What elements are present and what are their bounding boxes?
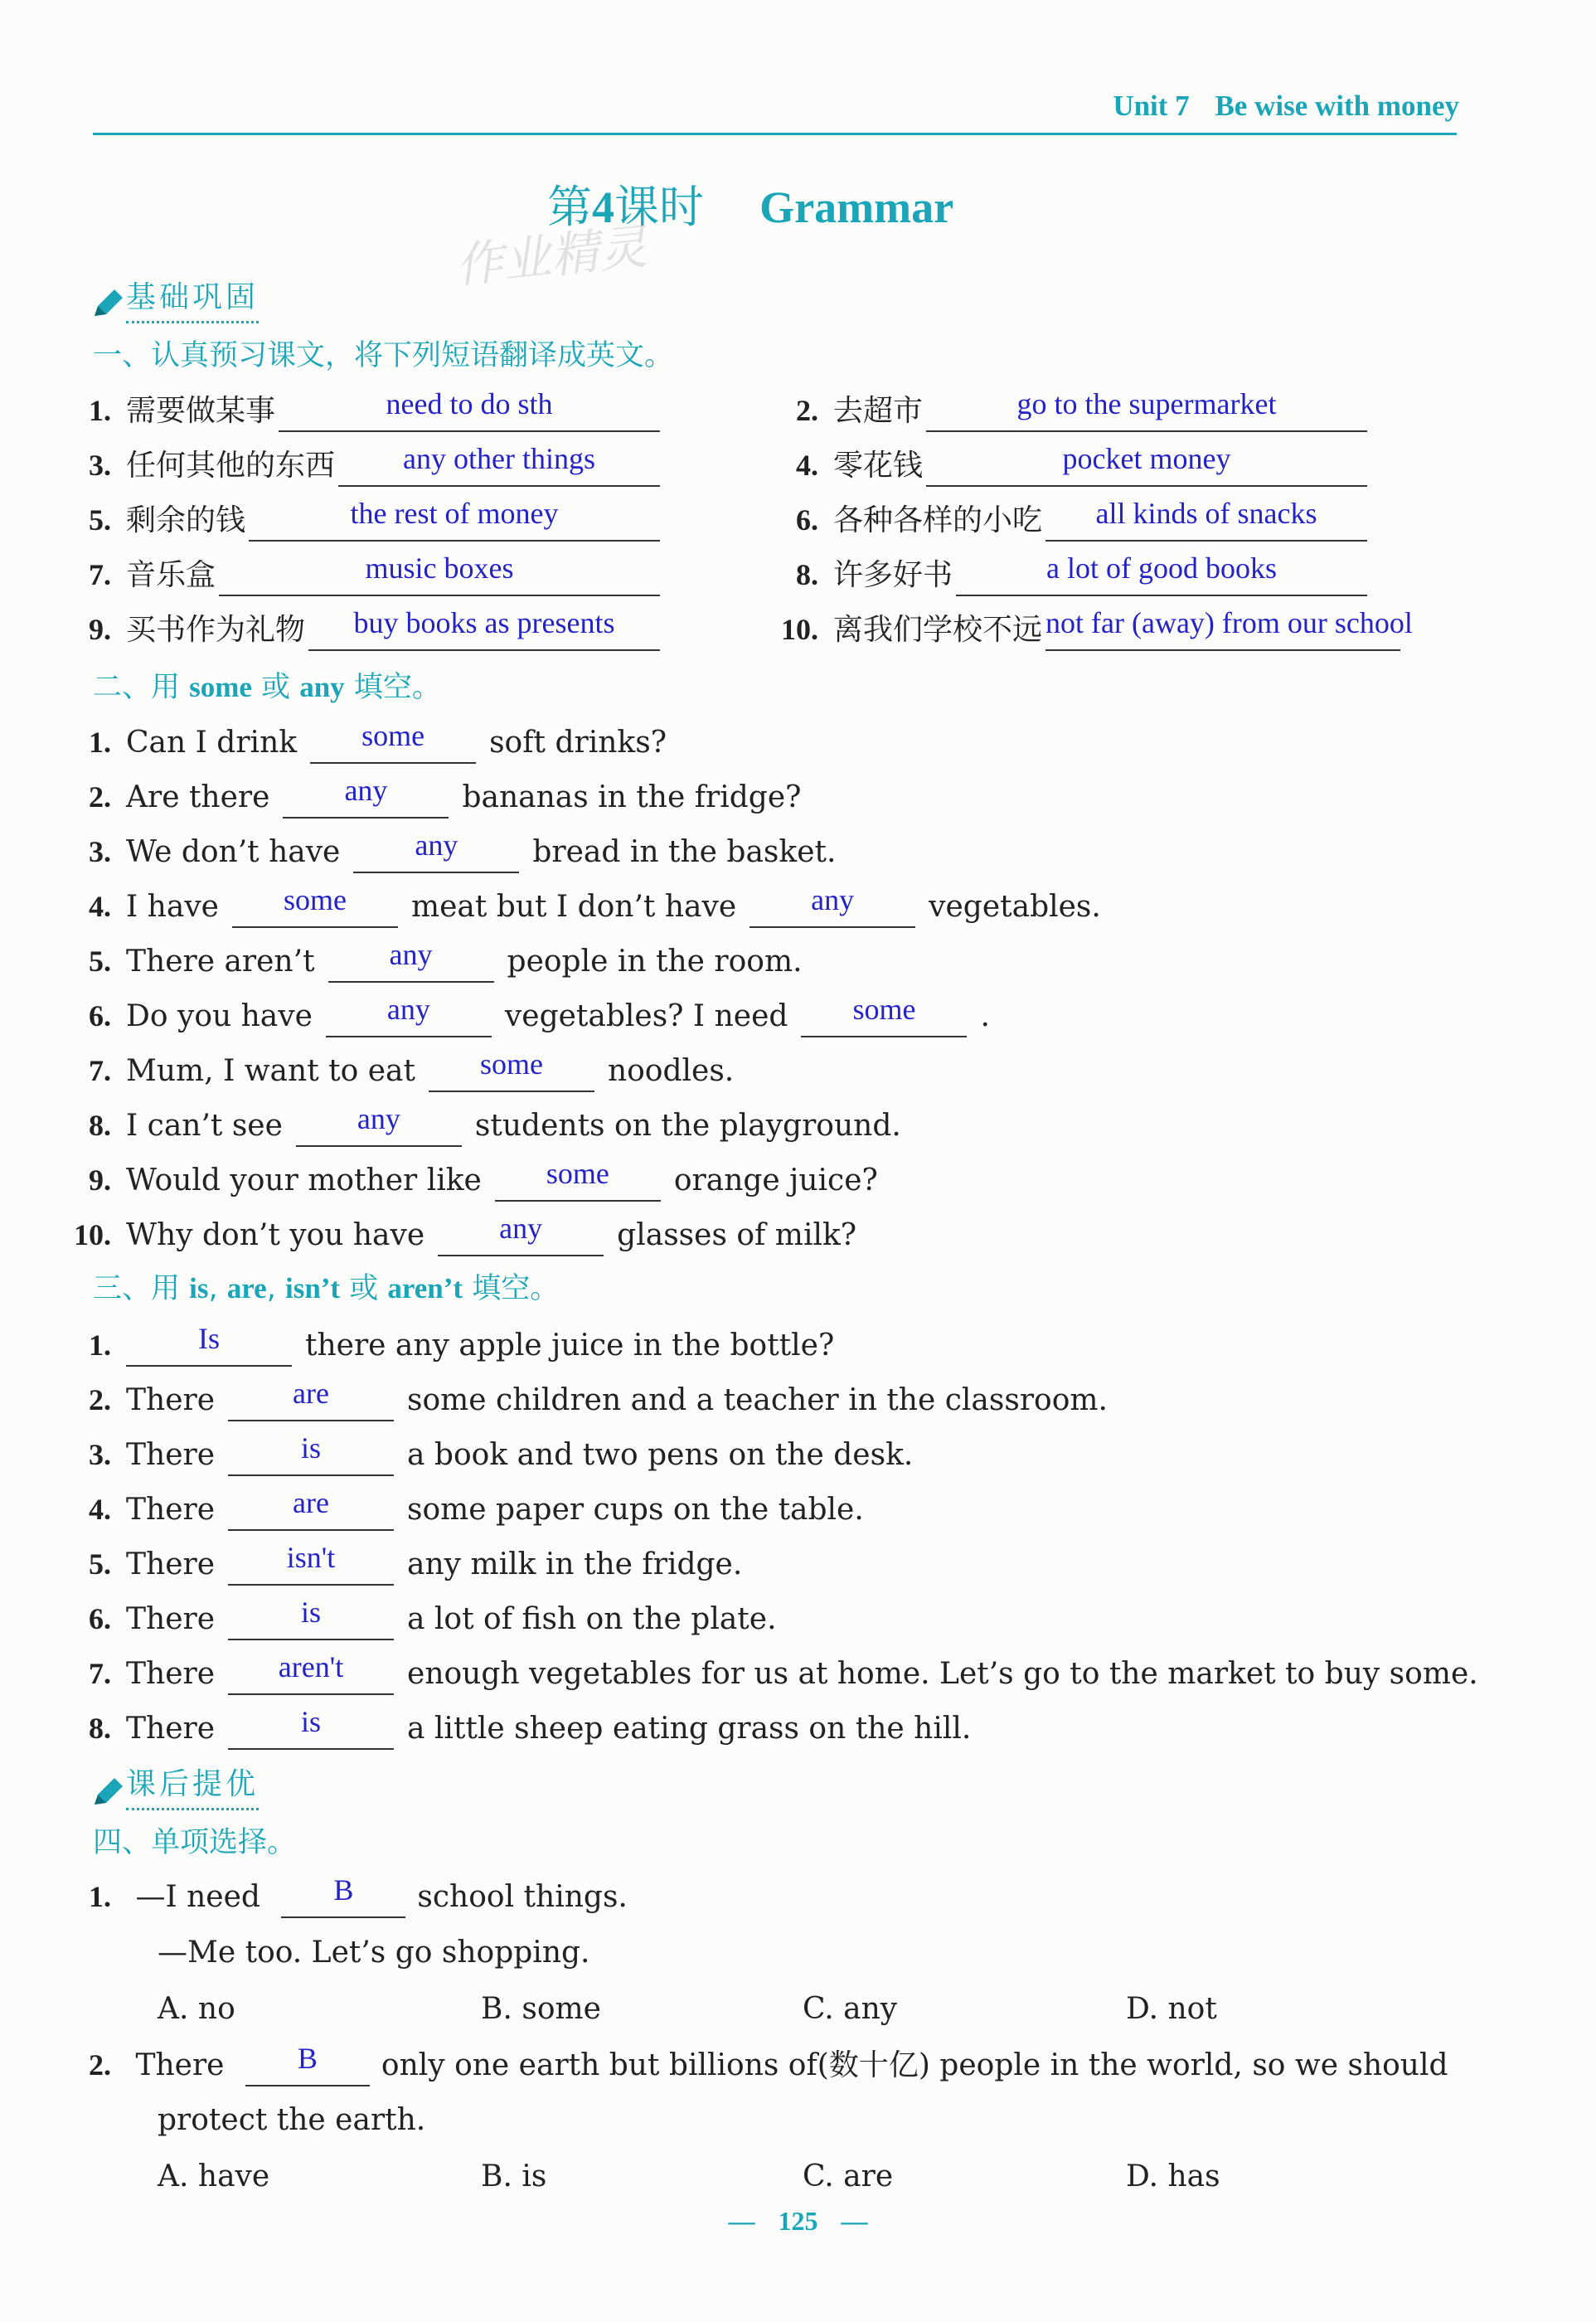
translation-item [60,606,660,650]
answer-text: buy books as presents [353,606,615,639]
question-number: 1. [89,1329,111,1362]
mc-question-1 [60,1873,628,1917]
answer-text: any [415,828,458,862]
answer-text: a lot of good books [1046,551,1277,585]
question-number: 5. [89,945,111,978]
section3-title-part: , [266,1272,285,1305]
answer-blank[interactable] [1045,606,1413,651]
answer-blank[interactable] [353,828,519,873]
answer-blank[interactable] [296,1102,462,1147]
answer-blank[interactable] [956,551,1367,596]
question-text: a lot of fish on the plate. [407,1602,777,1636]
question-number: 3. [89,1438,111,1471]
answer-blank[interactable] [228,1431,394,1476]
option-b[interactable]: B. some [481,1992,601,2026]
unit-label: Unit 7 [1113,90,1190,122]
answer-text: any [386,993,430,1026]
answer-blank[interactable] [926,387,1367,432]
answer-text: need to do sth [386,387,553,420]
question-text: Are there [126,780,270,814]
answer-text: is [301,1705,322,1738]
answer-blank[interactable] [228,1486,394,1531]
question-text: Why don’t you have [126,1218,425,1252]
pencil-icon [90,1775,126,1811]
running-header [1113,90,1459,123]
fill-item [60,721,667,763]
question-number: 5. [89,1547,111,1581]
question-text: Mum, I want to eat [126,1054,415,1088]
answer-text: some [479,1047,543,1081]
answer-text: all kinds of snacks [1095,497,1317,530]
answer-text: is [301,1596,322,1629]
watermark: 作业精灵 [452,218,650,294]
question-number: 9. [89,613,111,646]
question-text: There [126,1438,216,1472]
mc-question-2 [60,2044,1448,2086]
fill-item [60,1486,864,1530]
lesson-prefix: 第 [547,181,592,233]
section2-title-part: some [189,671,252,703]
answer-blank[interactable] [219,551,660,596]
lesson-suffix: 课时 [614,181,704,233]
answer-blank[interactable] [338,442,660,487]
translation-item [767,606,1413,650]
fill-item [60,883,1101,927]
answer-blank[interactable] [310,719,476,764]
answer-text: aren't [278,1650,344,1683]
header-rule [93,133,1457,135]
answer-blank[interactable] [926,442,1367,487]
page-number: 125 [778,2206,818,2236]
lesson-number: 4 [592,182,614,232]
fill-item [60,1159,878,1201]
question-text: there any apple juice in the bottle? [305,1329,835,1363]
chinese-phrase: 音乐盒 [126,558,216,592]
chinese-phrase: 离我们学校不远 [833,613,1043,647]
question-text: There [126,1712,216,1746]
section3-title-part: 填空。 [463,1272,560,1305]
section3-title-part: are [226,1272,267,1304]
question-number: 2. [89,780,111,814]
question-text: a little sheep eating grass on the hill. [407,1712,972,1746]
translation-item [767,444,1367,486]
fill-item [60,1324,834,1366]
badge-basic: 基础巩固 [126,278,259,323]
question-text: bananas in the fridge? [462,780,802,814]
question-text: Would your mother like [126,1163,482,1197]
option-c[interactable]: C. any [803,1992,898,2026]
answer-blank[interactable] [429,1047,594,1092]
answer-text: B [297,2042,318,2075]
section3-title-part: 或 [340,1272,388,1305]
chinese-phrase: 许多好书 [833,558,953,592]
lesson-topic: Grammar [759,182,954,232]
question-number: 4. [89,1493,111,1526]
fill-item [60,1431,914,1475]
answer-blank[interactable] [126,1322,292,1367]
answer-blank[interactable] [283,774,449,819]
option-d[interactable]: D. has [1126,2159,1220,2193]
question-number: 8. [796,558,818,591]
question-text: There [135,2048,225,2082]
answer-blank[interactable] [328,938,494,983]
question-number: 9. [89,1163,111,1197]
question-text: glasses of milk? [617,1218,857,1252]
mc-question-1-line2: —Me too. Let’s go shopping. [158,1936,590,1970]
answer-text: go to the supermarket [1016,387,1277,420]
question-number: 7. [89,1657,111,1690]
question-text: . [980,999,990,1033]
answer-text: pocket money [1062,442,1231,475]
option-a[interactable]: A. no [158,1992,235,2026]
question-text: school things. [417,1880,628,1914]
question-text: vegetables? I need [504,999,788,1033]
question-text: people in the room. [507,945,803,979]
answer-blank[interactable] [232,883,398,928]
section3-title-part: is [189,1272,209,1304]
answer-text: some [546,1157,609,1190]
pencil-icon [90,286,126,323]
footer-dash: — [728,2206,755,2236]
answer-blank[interactable] [279,387,660,432]
answer-text: any other things [403,442,595,475]
answer-blank[interactable] [438,1212,604,1256]
question-number: 1. [89,394,111,427]
answer-text: is [301,1431,322,1465]
option-b[interactable]: B. is [481,2159,547,2193]
question-number: 3. [89,835,111,868]
answer-blank[interactable] [495,1157,661,1202]
question-text: meat but I don’t have [410,890,737,924]
answer-text: any [389,938,433,971]
question-number: 6. [89,999,111,1032]
question-text: Do you have [126,999,313,1033]
question-text: vegetables. [929,890,1101,924]
section3-title-part: aren’t [387,1272,463,1304]
translation-item [60,551,660,595]
answer-blank[interactable] [801,993,967,1037]
question-number: 6. [796,503,818,537]
question-number: 7. [89,1054,111,1087]
translation-item [767,499,1367,541]
chinese-phrase: 零花钱 [833,449,924,483]
question-text: bread in the basket. [532,835,837,869]
question-number: 8. [89,1712,111,1745]
answer-blank[interactable] [281,1873,405,1918]
question-text: There [126,1383,216,1417]
question-text: only one earth but billions of(数十亿) people in the world, so we should [381,2048,1448,2082]
fill-item [60,828,837,872]
question-number: 10. [74,1218,111,1251]
section3-title-part: , [208,1272,227,1305]
section3-title-part: isn’t [284,1272,341,1304]
fill-item [60,1214,856,1256]
chinese-phrase: 去超市 [833,394,924,428]
chinese-phrase: 剩余的钱 [126,503,246,537]
answer-blank[interactable] [228,1541,394,1586]
fill-item [60,1543,742,1585]
question-text: some paper cups on the table. [407,1493,864,1527]
chinese-phrase: 任何其他的东西 [126,449,336,483]
section2-title [93,668,441,707]
fill-item [60,1707,971,1749]
section3-title-part: 三、用 [93,1272,190,1305]
question-text: students on the playground. [474,1109,901,1143]
fill-item [60,995,990,1037]
answer-text: B [333,1873,354,1907]
question-text: orange juice? [673,1163,878,1197]
answer-text: not far (away) from our school [1045,606,1413,639]
answer-blank[interactable] [228,1705,394,1750]
answer-text: the rest of money [350,497,559,530]
question-number: 2. [796,394,818,427]
footer-dash: — [841,2206,868,2236]
option-c[interactable]: C. are [803,2159,894,2193]
section3-title [93,1269,559,1309]
fill-item [60,1650,1478,1694]
chinese-phrase: 需要做某事 [126,394,276,428]
unit-title: Be wise with money [1215,90,1459,122]
chinese-phrase: 各种各样的小吃 [833,503,1043,537]
mc-question-2-line2: protect the earth. [158,2103,426,2137]
question-text: any milk in the fridge. [407,1547,743,1581]
question-text: Can I drink [126,726,298,760]
answer-blank[interactable] [245,2042,370,2086]
section1-title: 一、认真预习课文，将下列短语翻译成英文。 [93,339,674,372]
question-number: 1. [89,726,111,759]
question-text: I can’t see [126,1109,283,1143]
answer-blank[interactable] [249,497,660,542]
badge-advanced: 课后提优 [126,1765,259,1810]
answer-text: are [293,1377,329,1410]
chinese-phrase: 买书作为礼物 [126,613,306,647]
fill-item [60,776,801,818]
question-number: 8. [89,1109,111,1142]
question-text: —I need [135,1880,260,1914]
answer-text: any [357,1102,400,1135]
question-number: 10. [781,613,818,646]
question-text: enough vegetables for us at home. Let’s go to the market to buy some. [407,1657,1478,1691]
answer-text: any [344,774,388,807]
fill-item [60,940,803,982]
answer-text: are [293,1486,329,1519]
question-text: There [126,1493,216,1527]
question-number: 3. [89,449,111,482]
translation-item [60,499,660,541]
question-number: 2. [89,1383,111,1416]
question-text: We don’t have [126,835,341,869]
question-number: 4. [89,890,111,923]
answer-blank[interactable] [749,883,915,928]
question-text: There [126,1657,216,1691]
answer-text: Is [198,1322,220,1355]
question-text: soft drinks? [489,726,667,760]
question-text: I have [126,890,219,924]
answer-text: some [283,883,347,916]
section2-title-part: 或 [251,671,300,704]
answer-text: any [499,1212,543,1245]
fill-item [60,1379,1108,1421]
fill-item [60,1598,777,1639]
translation-item [767,551,1367,595]
answer-text: some [361,719,425,752]
answer-blank[interactable] [228,1596,394,1640]
section2-title-part: 填空。 [344,671,441,704]
answer-text: isn't [286,1541,336,1574]
answer-text: some [852,993,916,1026]
question-number: 6. [89,1602,111,1635]
section2-title-part: any [299,671,345,703]
section4-title: 四、单项选择。 [93,1826,297,1859]
question-number: 1. [89,1880,111,1913]
page-footer [0,2206,1596,2237]
question-number: 5. [89,503,111,537]
section2-title-part: 二、用 [93,671,190,704]
question-text: noodles. [607,1054,735,1088]
question-number: 2. [89,2048,111,2082]
answer-blank[interactable] [1045,497,1367,542]
translation-item [60,444,660,486]
answer-blank[interactable] [228,1650,394,1695]
question-text: There aren’t [126,945,315,979]
question-number: 7. [89,558,111,591]
answer-blank[interactable] [308,606,660,651]
option-a[interactable]: A. have [158,2159,270,2193]
answer-text: music boxes [365,551,514,585]
answer-blank[interactable] [326,993,492,1037]
fill-item [60,1047,735,1091]
fill-item [60,1102,901,1146]
option-d[interactable]: D. not [1126,1992,1217,2026]
translation-item [767,387,1367,431]
translation-item [60,387,660,431]
question-number: 4. [796,449,818,482]
question-text: There [126,1547,216,1581]
question-text: There [126,1602,216,1636]
answer-text: any [811,883,855,916]
answer-blank[interactable] [228,1377,394,1421]
question-text: some children and a teacher in the classroom. [407,1383,1108,1417]
question-text: a book and two pens on the desk. [407,1438,914,1472]
